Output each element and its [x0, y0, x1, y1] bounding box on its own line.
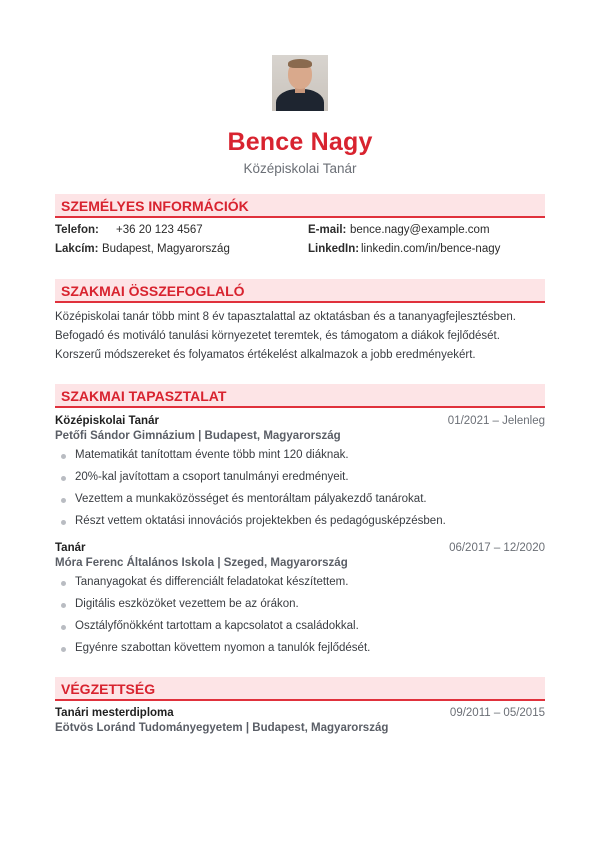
section-experience-title: SZAKMAI TAPASZTALAT: [61, 388, 227, 404]
education-degree: Tanári mesterdiploma: [55, 707, 174, 719]
linkedin-label: LinkedIn:: [308, 243, 360, 255]
section-education-header: [55, 677, 545, 701]
job-date: 06/2017 – 12/2020: [449, 542, 545, 554]
email-value[interactable]: bence.nagy@example.com: [350, 224, 490, 236]
phone-label: Telefon:: [55, 224, 99, 236]
candidate-title: Középiskolai Tanár: [243, 161, 357, 176]
job-bullet: 20%-kal javítottam a csoport tanulmányi eredményeit.: [75, 471, 349, 483]
job-organization: Petőfi Sándor Gimnázium | Budapest, Magyarország: [55, 430, 341, 442]
job-bullet: Részt vettem oktatási innovációs projektekben és pedagógusképzésben.: [75, 515, 446, 527]
job-bullet: Tananyagokat és differenciált feladatokat készítettem.: [75, 576, 349, 588]
summary-line: Korszerű módszereket és folyamatos értékelést alkalmazok a jobb eredményekért.: [55, 349, 476, 361]
address-label: Lakcím:: [55, 243, 99, 255]
summary-line: Befogadó és motiváló tanulási környezetet teremtek, és támogatom a diákok fejlődését.: [55, 330, 500, 342]
section-experience-header: [55, 384, 545, 408]
phone-value: +36 20 123 4567: [116, 224, 203, 236]
section-personal-header: [55, 194, 545, 218]
job-bullet: Digitális eszközöket vezettem be az órákon.: [75, 598, 299, 610]
summary-line: Középiskolai tanár több mint 8 év tapasztalattal az oktatásban és a tananyagfejlesztésben.: [55, 311, 516, 323]
job-bullet: Vezettem a munkaközösséget és mentoráltam pályakezdő tanárokat.: [75, 493, 427, 505]
section-summary-title: SZAKMAI ÖSSZEFOGLALÓ: [61, 283, 245, 299]
email-label: E-mail:: [308, 224, 347, 236]
section-personal-title: SZEMÉLYES INFORMÁCIÓK: [61, 198, 249, 214]
address-value: Budapest, Magyarország: [102, 243, 230, 255]
section-education-title: VÉGZETTSÉG: [61, 681, 156, 697]
job-title: Középiskolai Tanár: [55, 415, 159, 427]
job-bullet: Egyénre szabottan követtem nyomon a tanulók fejlődését.: [75, 642, 371, 654]
job-bullet: Matematikát tanítottam évente több mint 120 diáknak.: [75, 449, 349, 461]
job-title: Tanár: [55, 542, 86, 554]
section-summary-header: [55, 279, 545, 303]
profile-photo: [272, 55, 328, 111]
job-organization: Móra Ferenc Általános Iskola | Szeged, Magyarország: [55, 557, 348, 569]
education-institution: Eötvös Loránd Tudományegyetem | Budapest, Magyarország: [55, 722, 389, 734]
job-bullet: Osztályfőnökként tartottam a kapcsolatot a családokkal.: [75, 620, 359, 632]
education-date: 09/2011 – 05/2015: [449, 707, 545, 719]
candidate-name: Bence Nagy: [227, 128, 373, 156]
job-date: 01/2021 – Jelenleg: [447, 415, 545, 427]
photo-hair: [288, 59, 312, 68]
linkedin-value[interactable]: linkedin.com/in/bence-nagy: [361, 243, 501, 255]
